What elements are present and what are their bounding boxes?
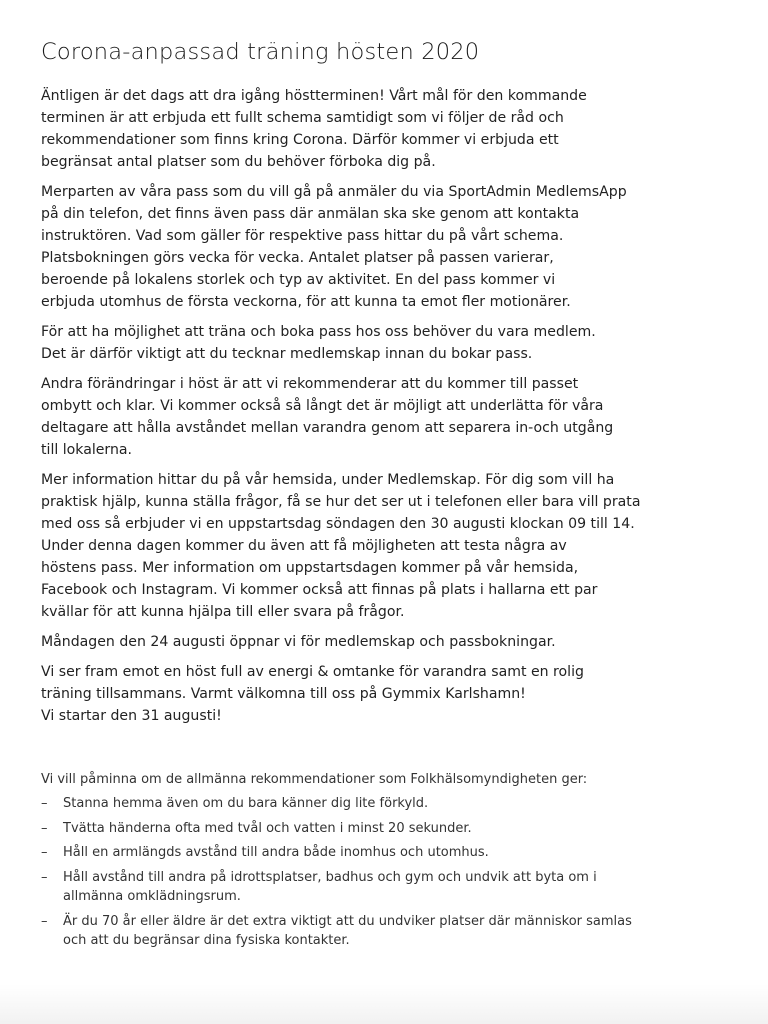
paragraph-intro: Äntligen är det dags att dra igång höstterminen! Vårt mål för den kommande terminen är att erbjuda ett fullt schema samtidigt som vi följer de råd och rekommendationer som finns kring Corona. Därför kommer vi erbjuda ett begränsat antal platser som du behöver förboka dig på. [41, 88, 587, 170]
recommendation-text: Är du 70 år eller äldre är det extra viktigt att du undviker platser där människor samlas och att du begränsar dina fysiska kontakter. [63, 913, 632, 948]
recommendation-text: Stanna hemma även om du bara känner dig lite förkyld. [63, 796, 429, 811]
list-item [41, 794, 731, 814]
recommendation-text: Tvätta händerna ofta med tvål och vatten i minst 20 sekunder. [63, 820, 472, 836]
recommendations-intro: Vi vill påminna om de allmänna rekommendationer som Folkhälsomyndigheten ger: [41, 772, 588, 787]
paragraph-membership: För att ha möjlighet att träna och boka pass hos oss behöver du vara medlem. Det är därför viktigt att du tecknar medlemskap innan du bokar pass. [41, 324, 596, 362]
list-item [41, 843, 731, 863]
recommendation-text: Håll en armlängds avstånd till andra både inomhus och utomhus. [63, 845, 489, 860]
list-item [41, 912, 731, 951]
bottom-fade [0, 984, 768, 1024]
paragraph-changes: Andra förändringar i höst är att vi rekommenderar att du kommer till passet ombytt och klar. Vi kommer också så långt det är möjligt att underlätta för våra deltagare att hålla avståndet mellan varandra genom att separera in-och utgång till lokalerna. [41, 376, 614, 458]
list-item [41, 868, 731, 907]
recommendations-list [41, 794, 731, 951]
dash-bullet: – [41, 869, 48, 885]
dash-bullet: – [41, 913, 48, 929]
section-spacer [41, 735, 731, 770]
recommendation-text: Håll avstånd till andra på idrottsplatser, badhus och gym och undvik att byta om i allmänna omklädningsrum. [63, 869, 597, 904]
list-item [41, 819, 731, 839]
page-title: Corona-anpassad träning hösten 2020 [41, 39, 480, 65]
paragraph-more-info: Mer information hittar du på vår hemsida, under Medlemskap. För dig som vill ha praktisk hjälp, kunna ställa frågor, få se hur det ser ut i telefonen eller bara vill prata med oss så erbjuder vi en uppstartsdag söndagen den 30 augusti klockan 09 till 14. Under denna dagen kommer du även att få möjligheten att testa några av höstens pass. Mer information om uppstartsdagen kommer på vår hemsida, Facebook och Instagram. Vi kommer också att finnas på plats i hallarna ett par kvällar för att kunna hjälpa till eller svara på frågor. [41, 472, 641, 620]
document-page [41, 38, 731, 956]
dash-bullet: – [41, 845, 48, 860]
dash-bullet: – [41, 820, 48, 836]
dash-bullet: – [41, 796, 48, 811]
paragraph-welcome: Vi ser fram emot en höst full av energi & omtanke för varandra samt en rolig träning tillsammans. Varmt välkomna till oss på Gymmix Karlshamn! Vi startar den 31 augusti! [41, 664, 584, 724]
paragraph-opening-date: Måndagen den 24 augusti öppnar vi för medlemskap och passbokningar. [41, 634, 556, 650]
paragraph-booking: Merparten av våra pass som du vill gå på anmäler du via SportAdmin MedlemsApp på din telefon, det finns även pass där anmälan ska ske genom att kontakta instruktören. Vad som gäller för respektive pass hittar du på vårt schema. Platsbokningen görs vecka för vecka. Antalet platser på passen varierar, beroende på lokalens storlek och typ av aktivitet. En del pass kommer vi erbjuda utomhus de första veckorna, för att kunna ta emot fler motionärer. [41, 184, 627, 310]
